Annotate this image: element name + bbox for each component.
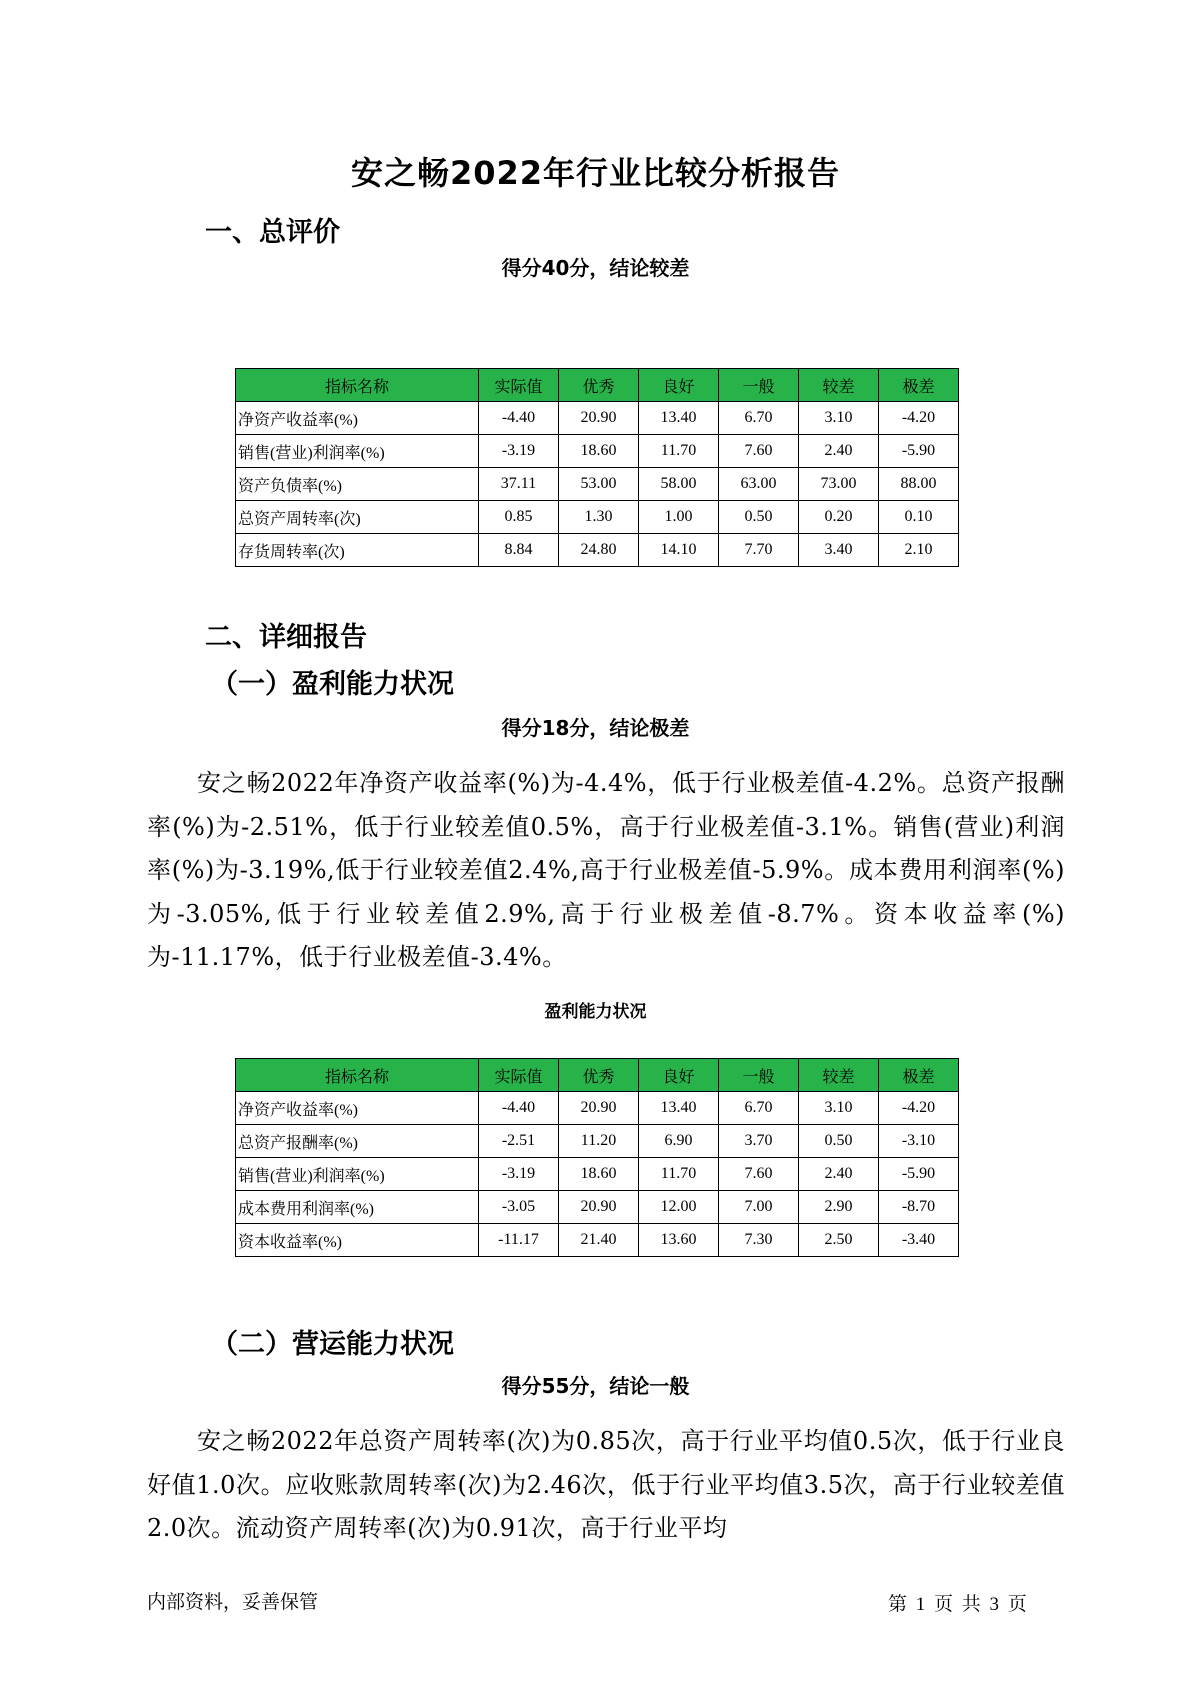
value-cell: -3.40: [879, 1224, 959, 1257]
value-cell: 24.80: [559, 534, 639, 567]
value-cell: -4.20: [879, 402, 959, 435]
footer-page-number: 第 1 页 共 3 页: [888, 1594, 1027, 1615]
value-cell: 11.20: [559, 1125, 639, 1158]
value-cell: -11.17: [479, 1224, 559, 1257]
value-cell: 1.00: [639, 501, 719, 534]
table-row: [236, 501, 959, 534]
table-row: [236, 402, 959, 435]
value-cell: 8.84: [479, 534, 559, 567]
value-cell: 0.50: [799, 1125, 879, 1158]
value-cell: 6.70: [719, 402, 799, 435]
value-cell: 13.60: [639, 1224, 719, 1257]
table-header-row: [236, 369, 959, 402]
value-cell: -5.90: [879, 1158, 959, 1191]
value-cell: -4.20: [879, 1092, 959, 1125]
value-cell: -3.05: [479, 1191, 559, 1224]
indicator-name-cell: 存货周转率(次): [236, 534, 479, 567]
value-cell: 20.90: [559, 402, 639, 435]
indicator-name-cell: 净资产收益率(%): [236, 402, 479, 435]
table-header-cell: 极差: [879, 1059, 959, 1092]
value-cell: 0.85: [479, 501, 559, 534]
value-cell: 18.60: [559, 435, 639, 468]
report-title: 安之畅2022年行业比较分析报告: [350, 154, 841, 192]
table-header-cell: 指标名称: [236, 1059, 479, 1092]
value-cell: 20.90: [559, 1092, 639, 1125]
value-cell: 7.00: [719, 1191, 799, 1224]
value-cell: 7.60: [719, 1158, 799, 1191]
value-cell: -4.40: [479, 402, 559, 435]
value-cell: 21.40: [559, 1224, 639, 1257]
value-cell: -5.90: [879, 435, 959, 468]
indicator-name-cell: 销售(营业)利润率(%): [236, 1158, 479, 1191]
sub1-score: 得分18分，结论极差: [501, 716, 690, 740]
table-row: [236, 1191, 959, 1224]
value-cell: 13.40: [639, 1092, 719, 1125]
table-header-cell: 指标名称: [236, 369, 479, 402]
indicator-name-cell: 资本收益率(%): [236, 1224, 479, 1257]
value-cell: 2.40: [799, 1158, 879, 1191]
value-cell: -2.51: [479, 1125, 559, 1158]
value-cell: 13.40: [639, 402, 719, 435]
table-header-cell: 实际值: [479, 369, 559, 402]
value-cell: 37.11: [479, 468, 559, 501]
table-header-cell: 极差: [879, 369, 959, 402]
indicator-name-cell: 成本费用利润率(%): [236, 1191, 479, 1224]
value-cell: -8.70: [879, 1191, 959, 1224]
sub2-heading: （二）营运能力状况: [211, 1329, 454, 1360]
value-cell: 7.70: [719, 534, 799, 567]
table-header-cell: 实际值: [479, 1059, 559, 1092]
value-cell: 12.00: [639, 1191, 719, 1224]
value-cell: 63.00: [719, 468, 799, 501]
table-row: [236, 435, 959, 468]
value-cell: 53.00: [559, 468, 639, 501]
value-cell: 2.50: [799, 1224, 879, 1257]
table-row: [236, 468, 959, 501]
value-cell: 7.30: [719, 1224, 799, 1257]
value-cell: 2.90: [799, 1191, 879, 1224]
operations-paragraph: 安之畅2022年总资产周转率(次)为0.85次，高于行业平均值0.5次，低于行业良好值1.0次。应收账款周转率(次)为2.46次，低于行业平均值3.5次，高于行业较差值2.0次。流动资产周转率(次)为0.91次，高于行业平均: [147, 1427, 1065, 1542]
value-cell: 3.40: [799, 534, 879, 567]
value-cell: 1.30: [559, 501, 639, 534]
table-header-cell: 优秀: [559, 1059, 639, 1092]
table-header-cell: 较差: [799, 1059, 879, 1092]
table-header-cell: 良好: [639, 1059, 719, 1092]
value-cell: -3.19: [479, 1158, 559, 1191]
value-cell: 73.00: [799, 468, 879, 501]
value-cell: 14.10: [639, 534, 719, 567]
value-cell: 20.90: [559, 1191, 639, 1224]
value-cell: -4.40: [479, 1092, 559, 1125]
section1-heading: 一、总评价: [205, 217, 340, 248]
value-cell: 3.10: [799, 402, 879, 435]
sub1-heading: （一）盈利能力状况: [211, 669, 454, 700]
value-cell: -3.19: [479, 435, 559, 468]
footer-confidential: 内部资料，妥善保管: [147, 1591, 319, 1613]
value-cell: 3.70: [719, 1125, 799, 1158]
indicator-name-cell: 净资产收益率(%): [236, 1092, 479, 1125]
table-header-cell: 一般: [719, 369, 799, 402]
value-cell: 0.10: [879, 501, 959, 534]
sub2-score: 得分55分，结论一般: [501, 1374, 690, 1398]
table-header-cell: 较差: [799, 369, 879, 402]
table-row: [236, 1125, 959, 1158]
value-cell: 88.00: [879, 468, 959, 501]
table-header-cell: 良好: [639, 369, 719, 402]
profitability-paragraph: 安之畅2022年净资产收益率(%)为-4.4%，低于行业极差值-4.2%。总资产报酬率(%)为-2.51%，低于行业较差值0.5%，高于行业极差值-3.1%。销售(营业)利润率(%)为-3.19%,低于行业较差值2.4%,高于行业极差值-5.9%。成本费用利润率(%)为-3.05%,低于行业较差值2.9%,高于行业极差值-8.7%。资本收益率(%)为-11.17%，低于行业极差值-3.4%。: [147, 769, 1065, 971]
section1-score: 得分40分，结论较差: [501, 256, 690, 280]
indicator-name-cell: 资产负债率(%): [236, 468, 479, 501]
value-cell: 58.00: [639, 468, 719, 501]
table-header-cell: 优秀: [559, 369, 639, 402]
summary-table: [235, 368, 959, 567]
value-cell: 3.10: [799, 1092, 879, 1125]
table-row: [236, 1224, 959, 1257]
indicator-name-cell: 销售(营业)利润率(%): [236, 435, 479, 468]
table-header-row: [236, 1059, 959, 1092]
profitability-table: [235, 1058, 959, 1257]
value-cell: 0.50: [719, 501, 799, 534]
table-row: [236, 1092, 959, 1125]
table-row: [236, 1158, 959, 1191]
indicator-name-cell: 总资产报酬率(%): [236, 1125, 479, 1158]
section2-heading: 二、详细报告: [205, 622, 367, 653]
value-cell: 6.90: [639, 1125, 719, 1158]
indicator-name-cell: 总资产周转率(次): [236, 501, 479, 534]
value-cell: 11.70: [639, 435, 719, 468]
value-cell: 18.60: [559, 1158, 639, 1191]
value-cell: 7.60: [719, 435, 799, 468]
value-cell: 0.20: [799, 501, 879, 534]
value-cell: 6.70: [719, 1092, 799, 1125]
value-cell: 2.40: [799, 435, 879, 468]
value-cell: 2.10: [879, 534, 959, 567]
value-cell: -3.10: [879, 1125, 959, 1158]
value-cell: 11.70: [639, 1158, 719, 1191]
profitability-table-caption: 盈利能力状况: [544, 1002, 647, 1022]
table-row: [236, 534, 959, 567]
table-header-cell: 一般: [719, 1059, 799, 1092]
